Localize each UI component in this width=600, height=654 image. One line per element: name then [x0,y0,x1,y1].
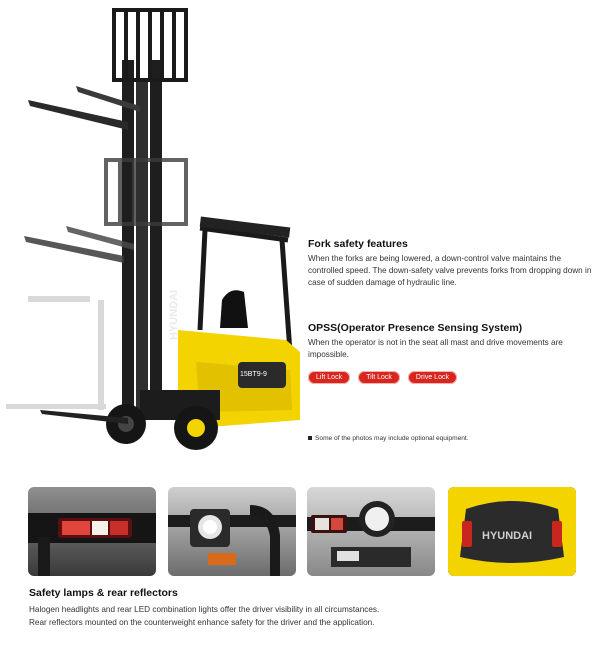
brand-label: HYUNDAI [168,289,180,340]
rear-led-light-photo [28,487,156,576]
opss-body: When the operator is not in the seat all mast and drive movements are impossible. [308,338,563,359]
forklift-image [0,0,310,460]
fork-safety-section [308,238,593,289]
model-label: 15BT9-9 [240,371,267,378]
fork-safety-body: When the forks are being lowered, a down-control valve maintains the controlled speed. The down-safety valve prevents forks from dropping down in case of sudden damage of hydraulic line. [308,254,592,287]
lamps-title: Safety lamps & rear reflectors [29,587,178,599]
lamps-body [29,603,589,629]
counterweight-brand: HYUNDAI [482,530,533,542]
bullet-square-icon [308,436,312,440]
halogen-headlight-photo [168,487,296,576]
opss-section [308,322,593,361]
work-light-photo [307,487,435,576]
drive-lock-badge: Drive Lock [408,371,457,384]
lamps-line-2: Rear reflectors mounted on the counterweight enhance safety for the driver and the application. [29,618,375,627]
optional-equipment-note [308,435,469,442]
fork-safety-title: Fork safety features [308,238,408,250]
tilt-lock-badge: Tilt Lock [358,371,400,384]
lift-lock-badge: Lift Lock [308,371,350,384]
lamps-line-1: Halogen headlights and rear LED combination lights offer the driver visibility in all circumstances. [29,605,380,614]
lock-badges [308,371,457,384]
rear-reflector-photo [448,487,576,576]
opss-title: OPSS(Operator Presence Sensing System) [308,322,523,334]
note-text: Some of the photos may include optional equipment. [315,435,469,442]
